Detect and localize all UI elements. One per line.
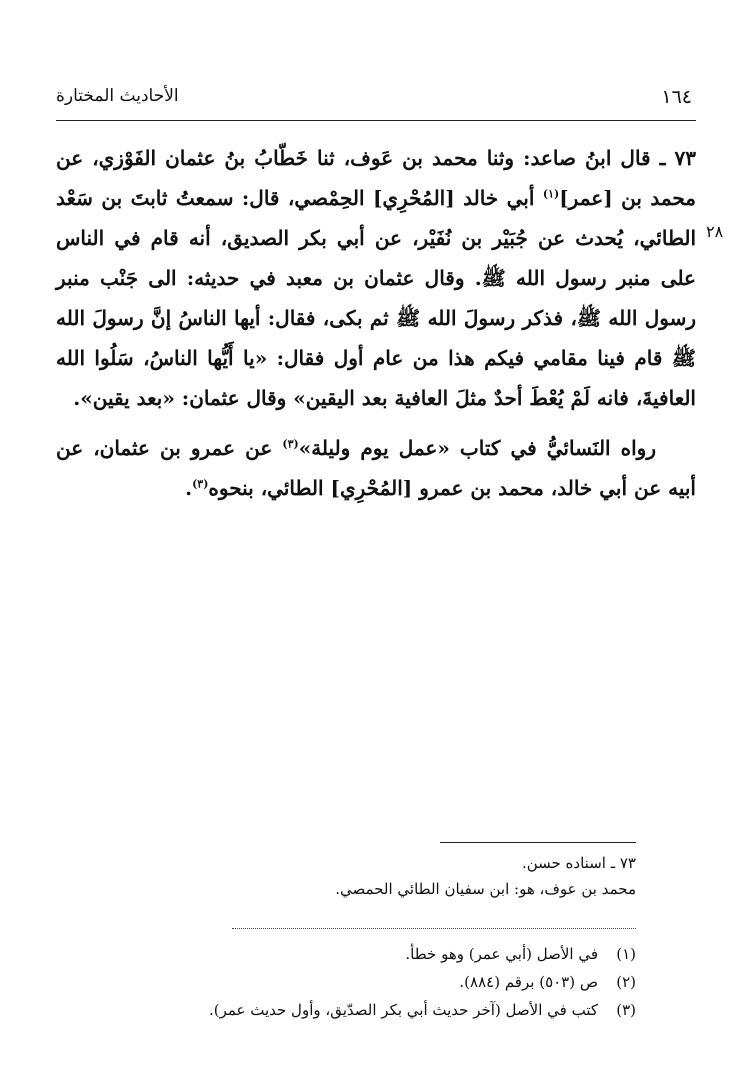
margin-number: ٢٨	[706, 222, 724, 241]
footnote-item	[76, 996, 636, 1024]
footnote-ref-3a: (٣)	[282, 437, 299, 451]
footnote-mark: (٣)	[616, 1001, 636, 1019]
editor-note-line-1: ٧٣ ـ اسناده حسن.	[521, 854, 636, 872]
page-number: ١٦٤	[661, 86, 692, 108]
hadith-text-part-2: أبي خالد [المُحْرِي] الحِمْصي، قال: سمعتُ ثابتَ بن سَعْد الطائي، يُحدث عن جُبَيْر بن نُفَيْر، عن أبي بكر الصديق، أنه قام في الناس على منبر رسول الله ﷺ. وقال عثمان بن معبد في حديثه: الى جَنْب منبر رسول الله ﷺ، فذكر رسولَ الله ﷺ ثم بكى، فقال: أيها الناسُ إنَّ رسولَ الله ﷺ قام فينا مقامي فيكم هذا من عام أول فقال: «يا أَيُّها الناسُ، سَلُوا الله العافيةَ، فانه لَمْ يُعْطَ أحدٌ مثلَ العافية بعد اليقين» وقال عثمان: «بعد يقين».	[56, 186, 696, 410]
riwaya-part-2: عن عمرو بن عثمان، عن أبيه عن أبي خالد، محمد بن عمرو [المُحْرِي] الطائي، بنحوه	[56, 436, 696, 500]
footnote-mark: (٢)	[616, 973, 636, 991]
riwaya-part-1: رواه النَسائيُّ في كتاب «عمل يوم وليلة»	[298, 436, 656, 460]
running-title: الأحاديث المختارة	[56, 86, 179, 106]
hadith-paragraph	[56, 138, 696, 418]
footnotes-list	[76, 940, 636, 1024]
page-header	[56, 86, 692, 114]
riwaya-paragraph	[56, 428, 696, 508]
footnote-text: ص (٥٠٣) برقم (٨٨٤).	[459, 973, 598, 991]
footnote-mark: (١)	[616, 945, 636, 963]
footnote-ref-3b: (٣)	[192, 477, 209, 491]
footnote-text: كتب في الأصل (آخر حديث أبي بكر الصدّيق، وأول حديث عمر).	[208, 1001, 598, 1019]
header-rule	[56, 120, 696, 121]
footnote-dotted-rule	[232, 928, 636, 929]
main-text	[56, 138, 696, 508]
riwaya-part-3: .	[185, 476, 193, 500]
hadith-text-part-1: ٧٣ ـ قال ابنُ صاعد: وثنا محمد بن عَوف، ثنا خَطّابُ بنُ عثمان الفَوْزي، عن محمد بن [عمر]	[56, 146, 697, 210]
footnote-rule	[440, 842, 636, 843]
footnote-text: في الأصل (أبي عمر) وهو خطأ.	[405, 945, 598, 963]
editor-note-line-2: محمد بن عوف، هو: ابن سفيان الطائي الحمصي.	[335, 880, 636, 898]
footnote-item	[76, 968, 636, 996]
editor-note	[116, 850, 636, 902]
footnote-item	[76, 940, 636, 968]
footnote-ref-1: (١)	[542, 187, 560, 201]
